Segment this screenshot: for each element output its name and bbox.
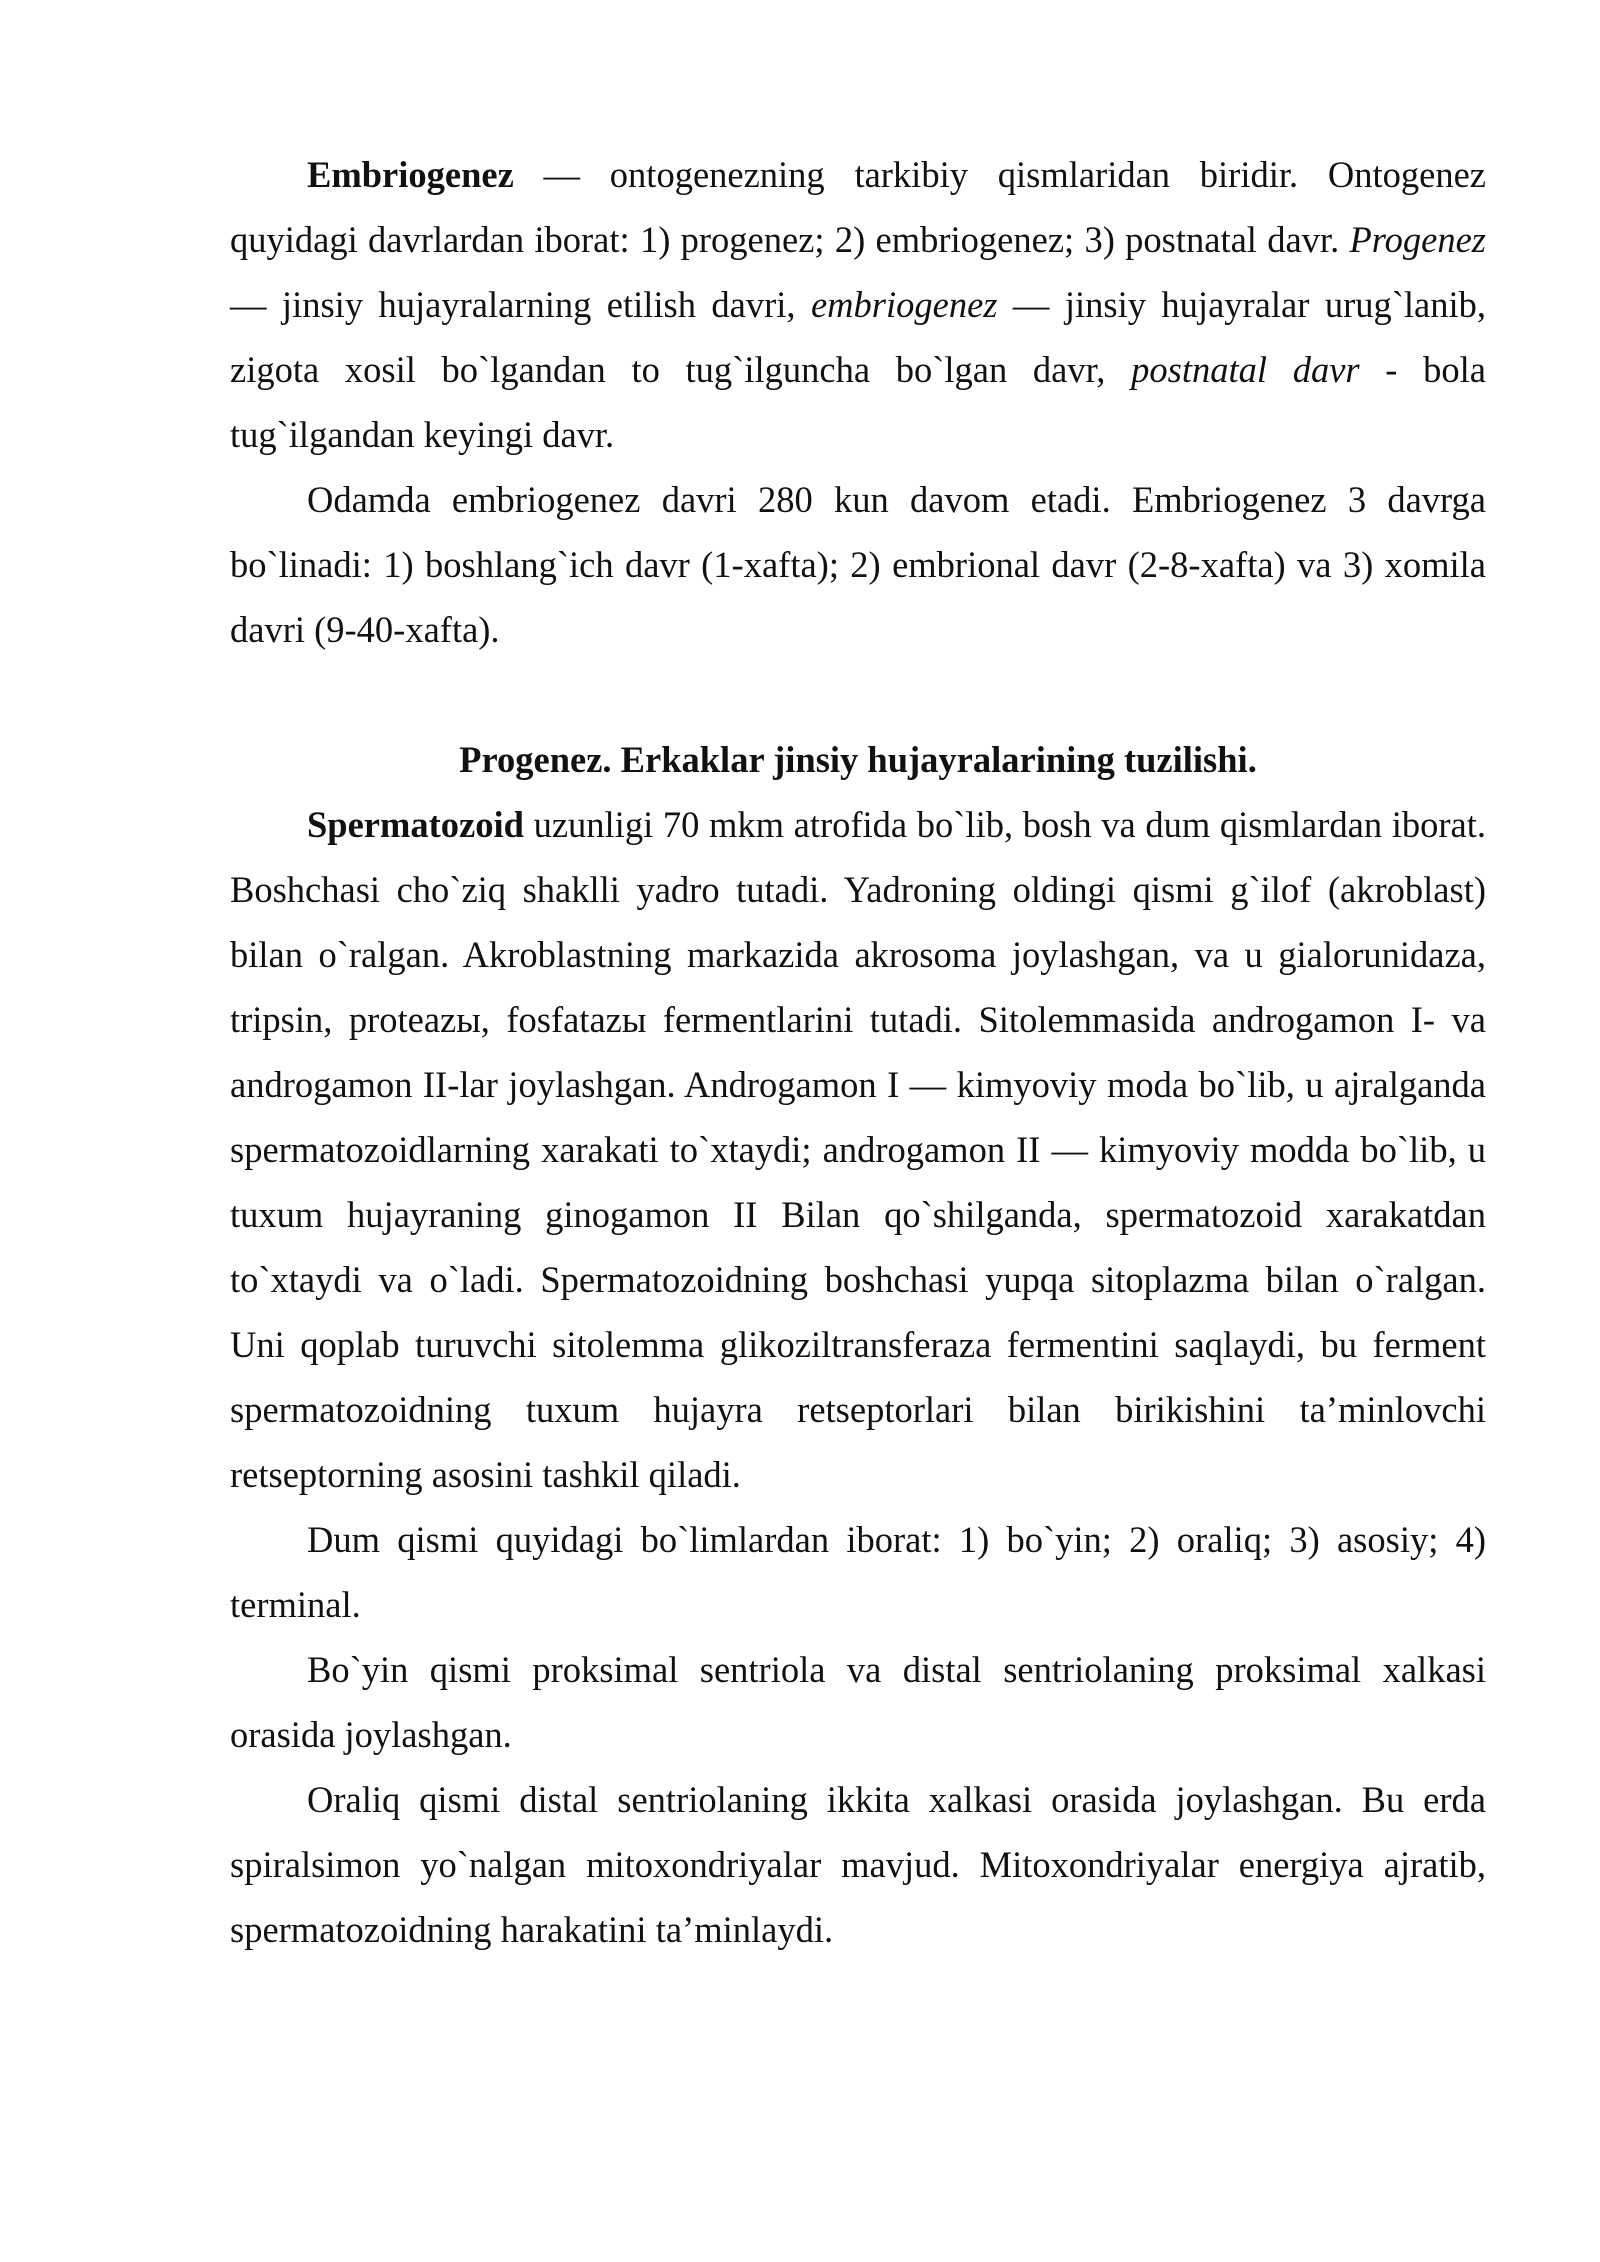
term-progenez: Progenez — [1349, 219, 1486, 260]
paragraph-boyin-qismi: Bo`yin qismi proksimal sentriola va distal sentriolaning proksimal xalkasi orasida joylashgan. — [230, 1649, 1486, 1755]
document-page — [230, 142, 1486, 1962]
term-embriogenez: Embriogenez — [307, 154, 514, 195]
paragraph-embriogenez-periods: Odamda embriogenez davri 280 kun davom etadi. Embriogenez 3 davrga bo`linadi: 1) boshlang`ich davr (1-xafta); 2) embrional davr (2-8-xafta) va 3) xomila davri (9-40-xafta). — [230, 479, 1486, 650]
term-embriogenez-italic: embriogenez — [810, 284, 998, 325]
section-heading: Progenez. Erkaklar jinsiy hujayralarining tuzilishi. — [459, 739, 1257, 780]
paragraph-text: — jinsiy hujayralar urug`lanib, zigota xosil bo`lgandan to tug`ilguncha bo`lgan davr, — [230, 284, 1486, 390]
paragraph-spacer — [230, 662, 1486, 727]
paragraph-dum-qismi: Dum qismi quyidagi bo`limlardan iborat: 1) bo`yin; 2) oraliq; 3) asosiy; 4) terminal. — [230, 1519, 1486, 1625]
paragraph-text: uzunligi 70 mkm atrofida bo`lib, bosh va dum qismlardan iborat. Boshchasi cho`ziq shaklli yadro tutadi. Yadroning oldingi qismi g`ilof (akroblast) bilan o`ralgan. Akroblastning markazida akrosoma joylashgan, va u gialorunidaza, tripsin, proteazы, fosfatazы fermentlarini tutadi. Sitolemmasida androgamon I- va androgamon II-lar joylashgan. Androgamon I — kimyoviy moda bo`lib, u ajralganda spermatozoidlarning xarakati to`xtaydi; androgamon II — kimyoviy modda bo`lib, u tuxum hujayraning ginogamon II Bilan qo`shilganda, spermatozoid xarakatdan to`xtaydi va o`ladi. Spermatozoidning boshchasi yupqa sitoplazma bilan o`ralgan. Uni qoplab turuvchi sitolemma glikoziltransferaza fermentini saqlaydi, bu ferment spermatozoidning tuxum hujayra retseptorlari bilan birikishini ta’minlovchi retseptorning asosini tashkil qiladi. — [230, 804, 1486, 1495]
term-spermatozoid: Spermatozoid — [307, 804, 524, 845]
paragraph-text: - bola tug`ilgandan keyingi davr. — [230, 349, 1486, 455]
term-postnatal-davr: postnatal davr — [1131, 349, 1360, 390]
paragraph-spermatozoid — [230, 792, 1486, 1507]
paragraph-oraliq-qismi: Oraliq qismi distal sentriolaning ikkita xalkasi orasida joylashgan. Bu erda spiralsimon yo`nalgan mitoxondriyalar mavjud. Mitoxondriyalar energiya ajratib, spermatozoidning harakatini ta’minlaydi. — [230, 1779, 1486, 1950]
paragraph-text: — ontogenezning tarkibiy qismlaridan biridir. Ontogenez quyidagi davrlardan iborat: 1) progenez; 2) embriogenez; 3) postnatal davr. — [230, 154, 1486, 260]
paragraph-text: — jinsiy hujayralarning etilish davri, — [230, 284, 811, 325]
paragraph-embriogenez-definition — [230, 142, 1486, 467]
